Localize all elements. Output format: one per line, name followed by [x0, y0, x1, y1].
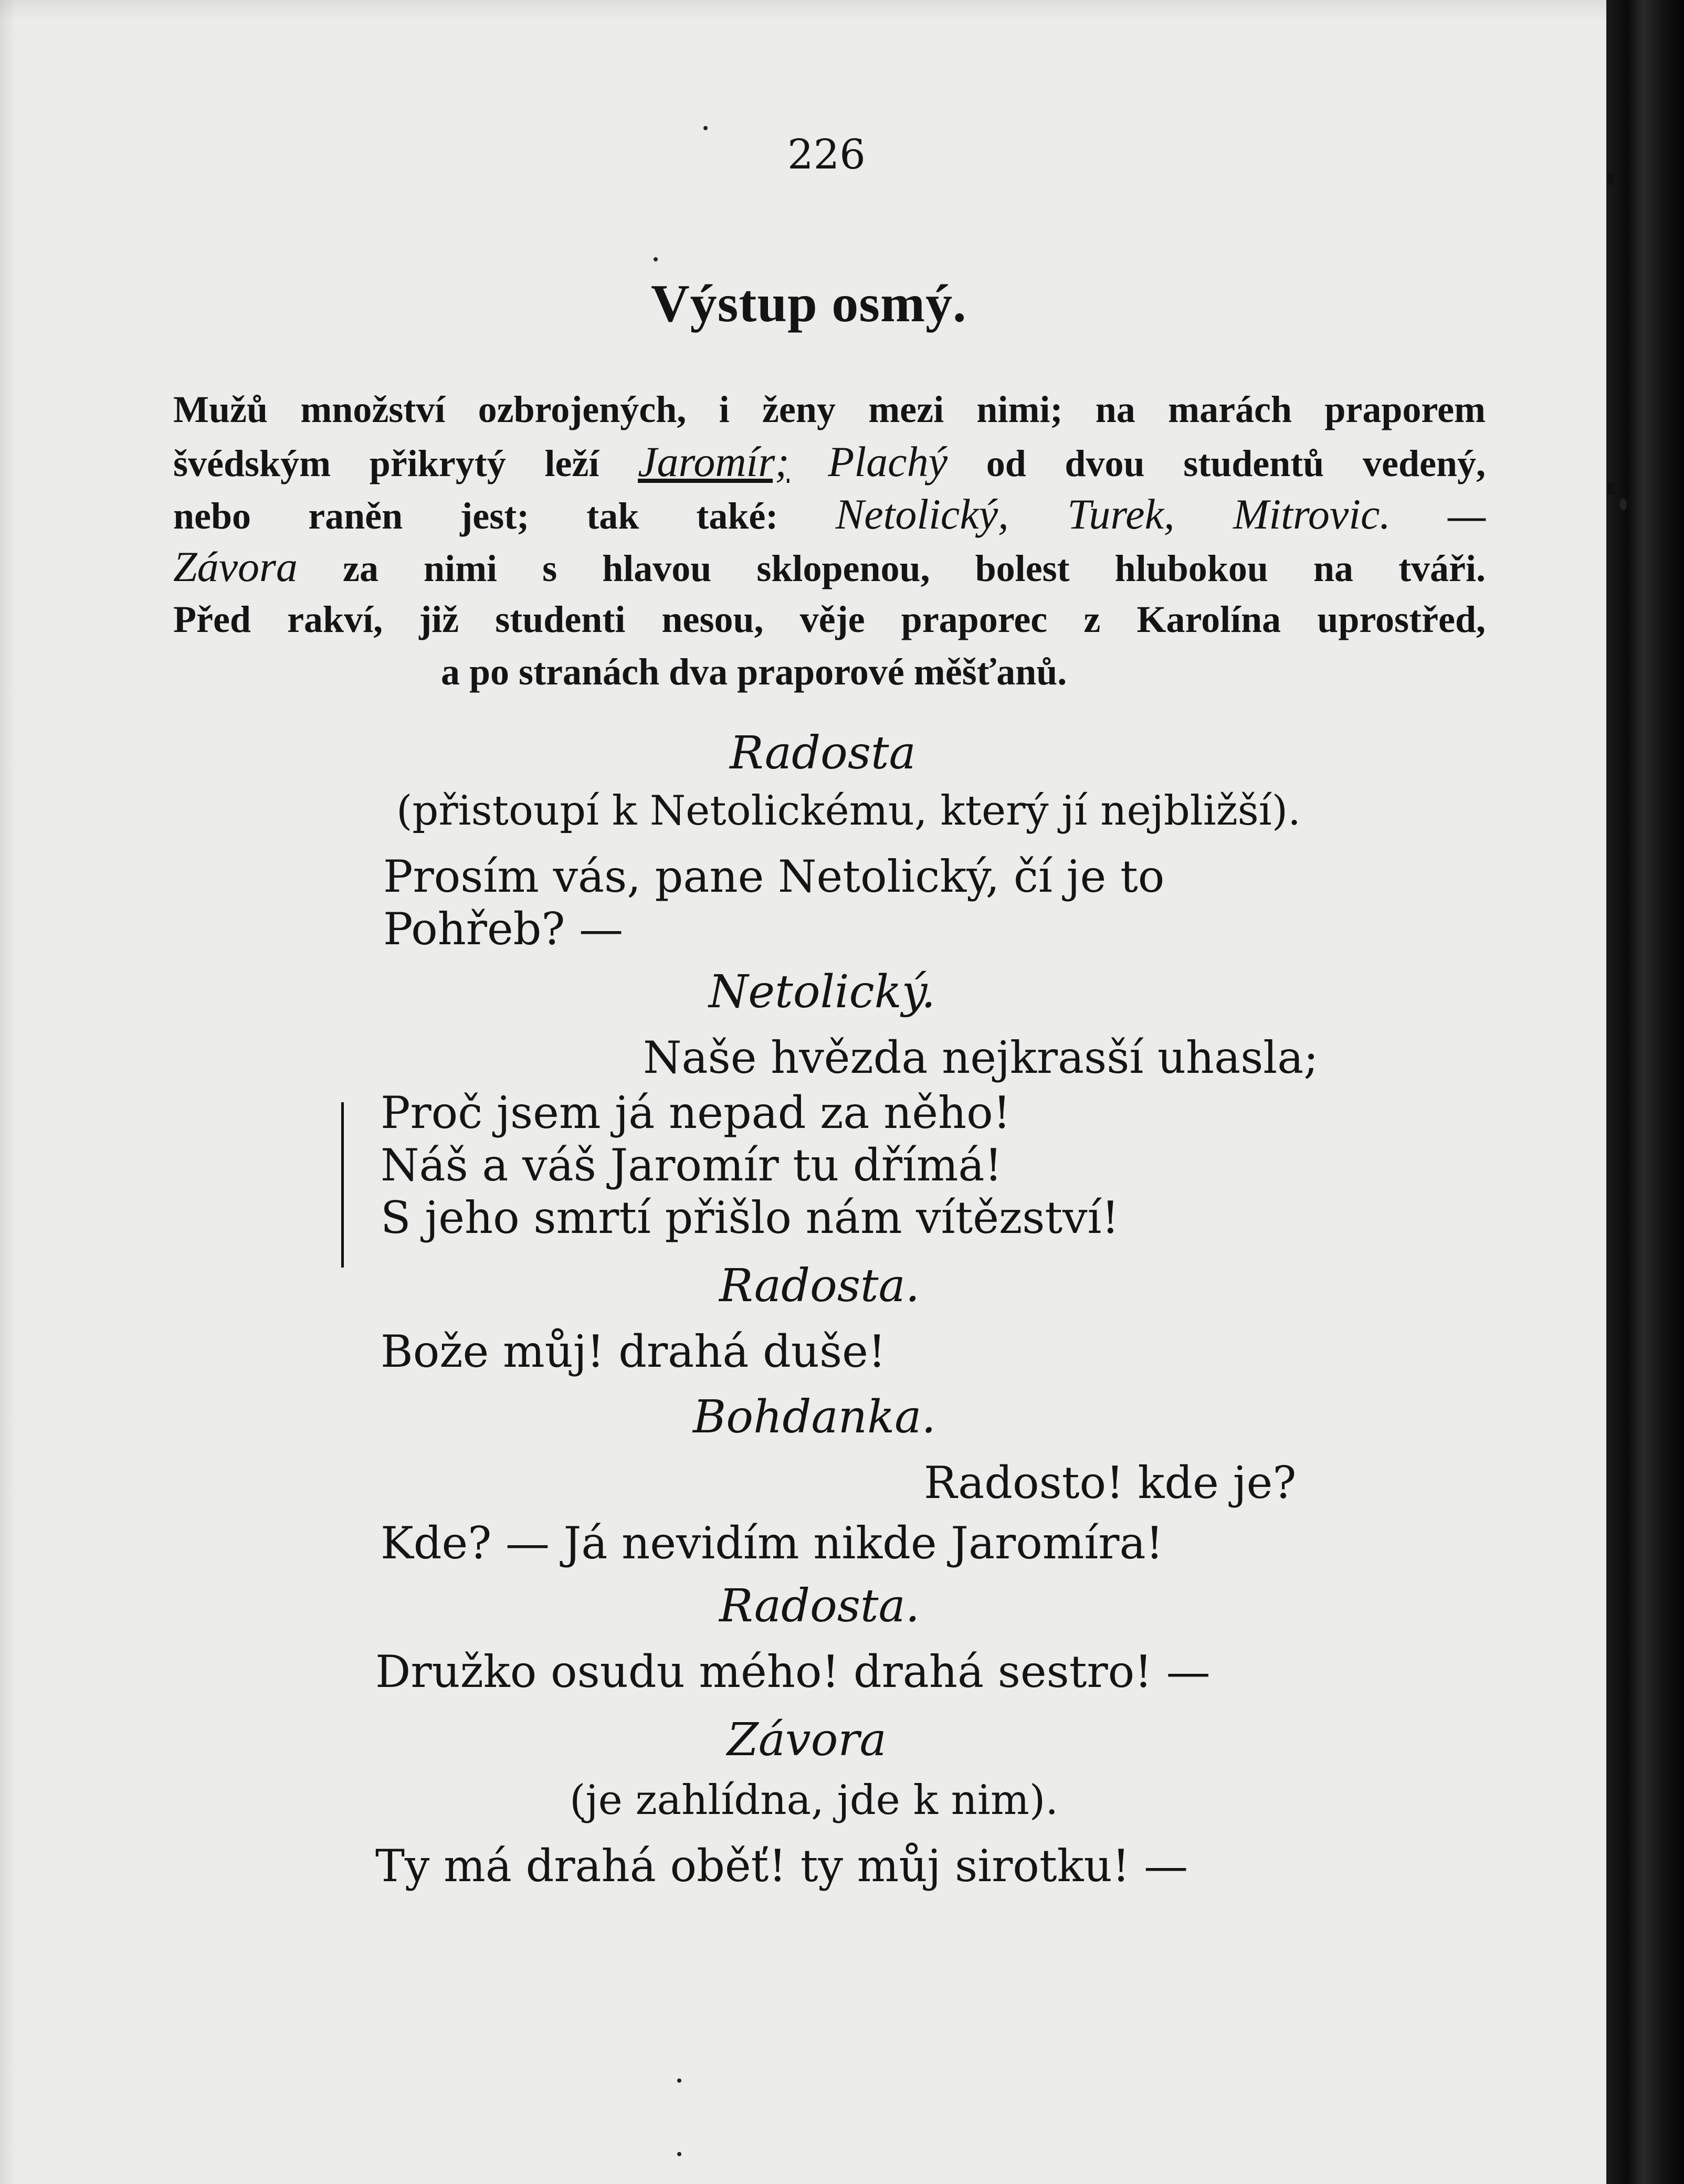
- verse-line: Bože můj! drahá duše!: [381, 1326, 886, 1377]
- book-binding-edge: [1606, 0, 1684, 2184]
- character-name: Plachý: [828, 438, 948, 486]
- speaker-name: Radosta: [730, 727, 916, 779]
- dash: —: [1448, 495, 1486, 537]
- stage-text: od dvou studentů vedený,: [986, 442, 1486, 484]
- stage-direction-line: [173, 436, 1486, 490]
- scene-heading: Výstup osmý.: [651, 274, 967, 333]
- speaker-name: Radosta.: [719, 1580, 920, 1632]
- stage-direction-line: Před rakví, již studenti nesou, věje praporec z Karolína uprostřed,: [173, 598, 1486, 640]
- stage-direction: (přistoupí k Netolickému, který jí nejbližší).: [396, 787, 1301, 835]
- stage-direction-line: a po stranách dva praporové měšťanů.: [441, 651, 1067, 693]
- scan-speck: [1619, 499, 1627, 510]
- verse-line: Prosím vás, pane Netolický, čí je to: [383, 851, 1165, 902]
- speaker-name: Bohdanka.: [693, 1391, 936, 1443]
- speaker-name: Závora: [727, 1714, 887, 1766]
- scan-speck: [677, 2152, 681, 2156]
- speaker-name: Radosta.: [719, 1260, 920, 1312]
- stage-text: za nimi s hlavou sklopenou, bolest hlubokou na tváři.: [343, 547, 1486, 589]
- verse-line: Naše hvězda nejkrasší uhasla;: [643, 1032, 1319, 1083]
- verse-line: Kde? — Já nevidím nikde Jaromíra!: [381, 1517, 1164, 1569]
- character-name: Závora: [173, 543, 298, 590]
- binding-mark: [1607, 483, 1615, 494]
- verse-line: Družko osudu mého! drahá sestro! —: [375, 1646, 1211, 1697]
- binding-mark: [1607, 173, 1615, 185]
- verse-line: Ty má drahá oběť! ty můj sirotku! —: [375, 1840, 1188, 1892]
- stage-text: švédským přikrytý leží: [173, 442, 599, 484]
- verse-line: S jeho smrtí přišlo nám vítězství!: [381, 1192, 1120, 1243]
- speaker-name: Netolický.: [709, 966, 936, 1018]
- page-shadow-left: [0, 0, 16, 2184]
- scan-speck: [677, 2079, 681, 2083]
- scan-speck: [703, 126, 708, 130]
- verse-line: Pohřeb? —: [383, 903, 624, 955]
- scan-speck: [654, 257, 658, 261]
- stage-direction-line: Mužů množství ozbrojených, i ženy mezi nimi; na marách praporem: [173, 388, 1486, 430]
- stage-direction-line: [173, 541, 1486, 595]
- page-shadow-top: [0, 0, 1606, 21]
- stage-text: nebo raněn jest; tak také:: [173, 495, 778, 537]
- margin-rule: [341, 1102, 344, 1268]
- stage-direction: (je zahlídna, jde k nim).: [570, 1777, 1059, 1824]
- character-names: Netolický, Turek, Mitrovic.: [835, 490, 1391, 538]
- page-number: 226: [787, 131, 866, 178]
- verse-line: Radosto! kde je?: [924, 1457, 1297, 1508]
- verse-line: Proč jsem já nepad za něho!: [381, 1087, 1011, 1138]
- stage-direction-line: [173, 488, 1486, 542]
- character-name: Jaromír;: [638, 438, 790, 486]
- verse-line: Náš a váš Jaromír tu dřímá!: [381, 1140, 1003, 1191]
